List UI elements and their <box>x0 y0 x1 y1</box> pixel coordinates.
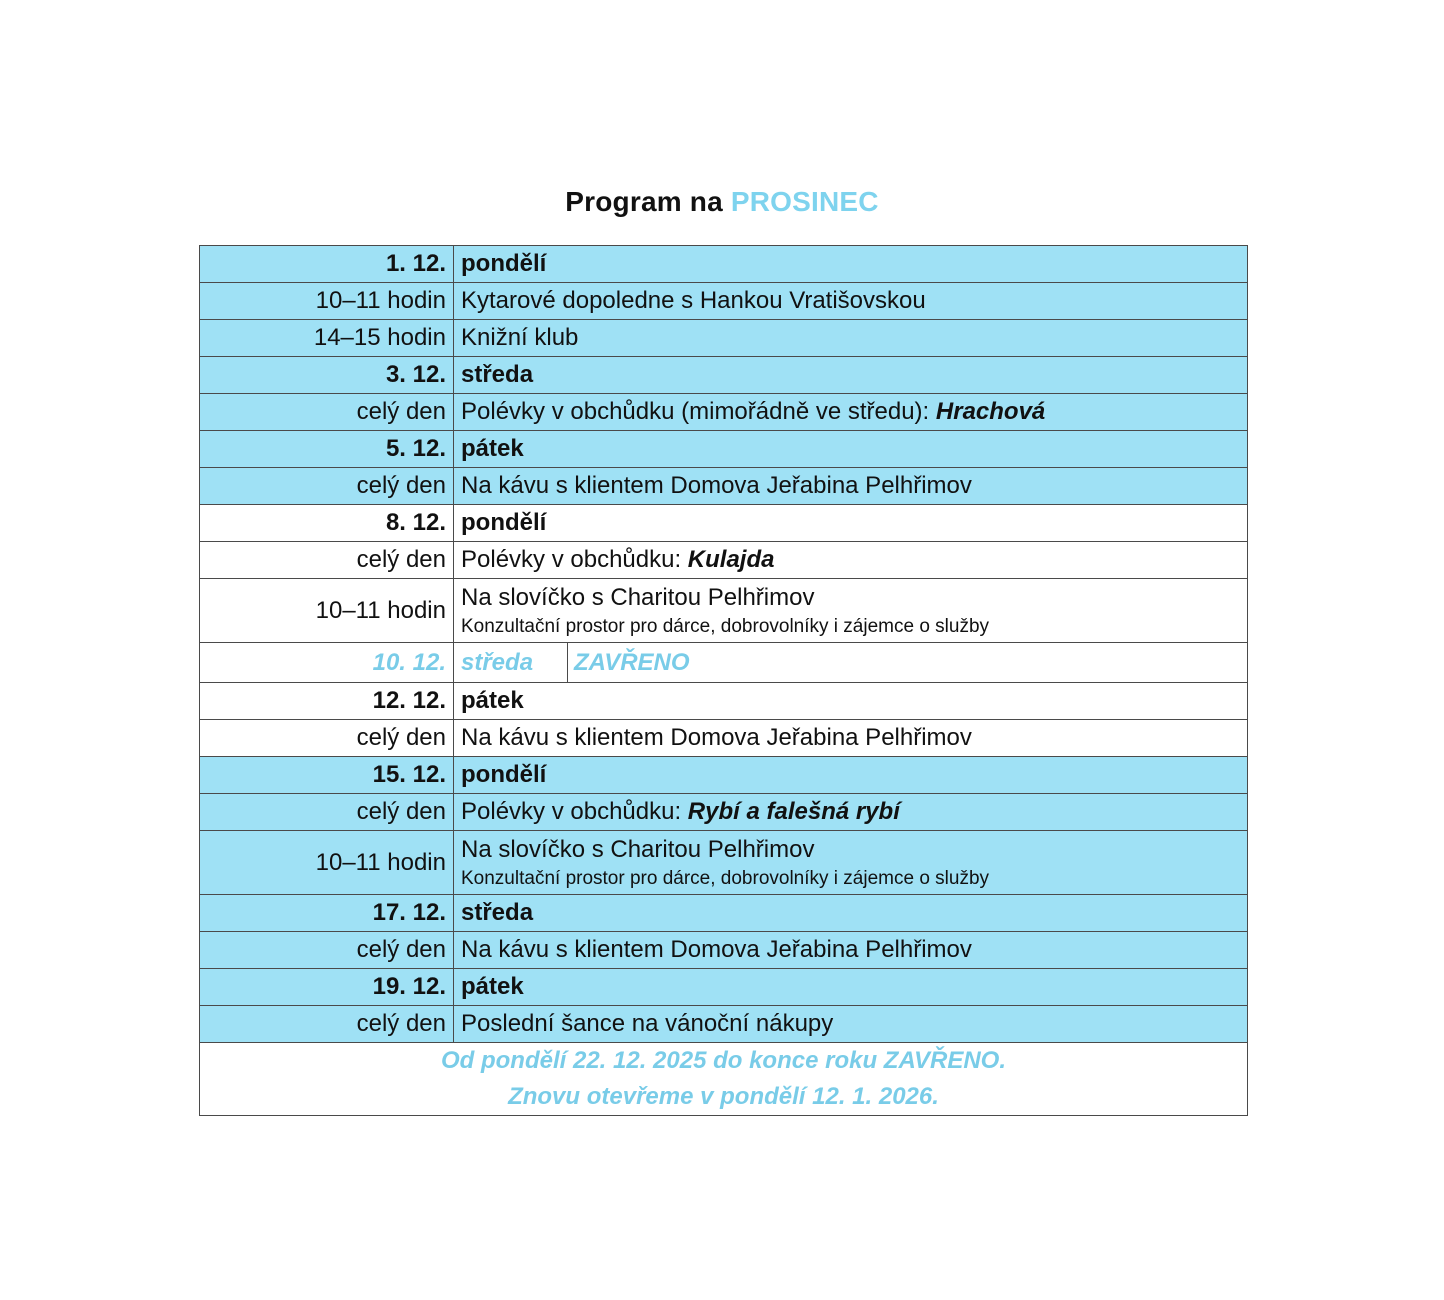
event-text: Na slovíčko s Charitou Pelhřimov <box>461 835 815 863</box>
closing-line-1: Od pondělí 22. 12. 2025 do konce roku ZAVŘENO. <box>440 1047 1007 1074</box>
date-cell: 3. 12. <box>200 357 454 394</box>
event-row <box>200 720 1248 757</box>
event-row <box>200 320 1248 357</box>
soup-name: Rybí a falešná rybí <box>687 798 900 825</box>
closed-cell <box>454 643 1248 683</box>
event-cell <box>454 831 1248 895</box>
title-month: PROSINEC <box>730 186 879 217</box>
day-row <box>200 431 1248 468</box>
event-row <box>200 831 1248 895</box>
event-cell: Kytarové dopoledne s Hankou Vratišovskou <box>454 283 1248 320</box>
closed-label: ZAVŘENO <box>574 648 690 676</box>
closing-notice <box>200 1043 1248 1116</box>
weekday-cell: pondělí <box>454 757 1248 794</box>
date-cell: 5. 12. <box>200 431 454 468</box>
time-cell: 10–11 hodin <box>200 831 454 895</box>
closing-row <box>200 1043 1248 1116</box>
soup-name: Hrachová <box>935 398 1046 425</box>
day-row <box>200 505 1248 542</box>
weekday-cell: středa <box>454 895 1248 932</box>
time-cell: 10–11 hodin <box>200 579 454 643</box>
date-cell: 12. 12. <box>200 683 454 720</box>
event-row <box>200 394 1248 431</box>
event-row <box>200 932 1248 969</box>
page-title <box>0 186 1444 218</box>
weekday-cell: pátek <box>454 683 1248 720</box>
time-cell: celý den <box>200 720 454 757</box>
day-row <box>200 246 1248 283</box>
event-text: Polévky v obchůdku (mimořádně ve středu): <box>461 398 936 425</box>
day-row <box>200 757 1248 794</box>
time-cell: celý den <box>200 542 454 579</box>
date-cell: 19. 12. <box>200 969 454 1006</box>
time-cell: celý den <box>200 794 454 831</box>
event-row <box>200 468 1248 505</box>
event-row <box>200 1006 1248 1043</box>
title-prefix: Program na <box>565 186 723 217</box>
closing-line-2: Znovu otevřeme v pondělí 12. 1. 2026. <box>508 1083 939 1110</box>
event-row <box>200 794 1248 831</box>
event-text: Na slovíčko s Charitou Pelhřimov <box>461 583 815 611</box>
event-text: Polévky v obchůdku: <box>461 798 688 825</box>
weekday-cell: pondělí <box>454 246 1248 283</box>
event-row <box>200 579 1248 643</box>
weekday-cell: středa <box>454 357 1248 394</box>
time-cell: celý den <box>200 1006 454 1043</box>
event-row <box>200 542 1248 579</box>
event-cell: Knižní klub <box>454 320 1248 357</box>
program-table <box>199 245 1248 1116</box>
event-cell: Na kávu s klientem Domova Jeřabina Pelhřimov <box>454 932 1248 969</box>
date-cell: 15. 12. <box>200 757 454 794</box>
event-text: Polévky v obchůdku: <box>461 546 688 573</box>
event-cell <box>454 542 1248 579</box>
event-cell: Na kávu s klientem Domova Jeřabina Pelhřimov <box>454 468 1248 505</box>
date-cell: 1. 12. <box>200 246 454 283</box>
day-row <box>200 969 1248 1006</box>
day-row <box>200 357 1248 394</box>
time-cell: celý den <box>200 932 454 969</box>
weekday-cell: pátek <box>454 431 1248 468</box>
date-cell: 17. 12. <box>200 895 454 932</box>
event-row <box>200 283 1248 320</box>
event-cell <box>454 794 1248 831</box>
event-cell: Poslední šance na vánoční nákupy <box>454 1006 1248 1043</box>
time-cell: celý den <box>200 394 454 431</box>
weekday-cell: pátek <box>454 969 1248 1006</box>
weekday-label: středa <box>461 643 568 682</box>
date-cell: 8. 12. <box>200 505 454 542</box>
day-row <box>200 895 1248 932</box>
event-cell <box>454 394 1248 431</box>
time-cell: 14–15 hodin <box>200 320 454 357</box>
event-subtext: Konzultační prostor pro dárce, dobrovolníky i zájemce o služby <box>461 867 990 889</box>
event-cell: Na kávu s klientem Domova Jeřabina Pelhřimov <box>454 720 1248 757</box>
closed-day-row <box>200 643 1248 683</box>
soup-name: Kulajda <box>687 546 775 573</box>
day-row <box>200 683 1248 720</box>
time-cell: 10–11 hodin <box>200 283 454 320</box>
time-cell: celý den <box>200 468 454 505</box>
weekday-cell: pondělí <box>454 505 1248 542</box>
date-cell: 10. 12. <box>200 643 454 683</box>
event-subtext: Konzultační prostor pro dárce, dobrovolníky i zájemce o služby <box>461 615 990 637</box>
event-cell <box>454 579 1248 643</box>
